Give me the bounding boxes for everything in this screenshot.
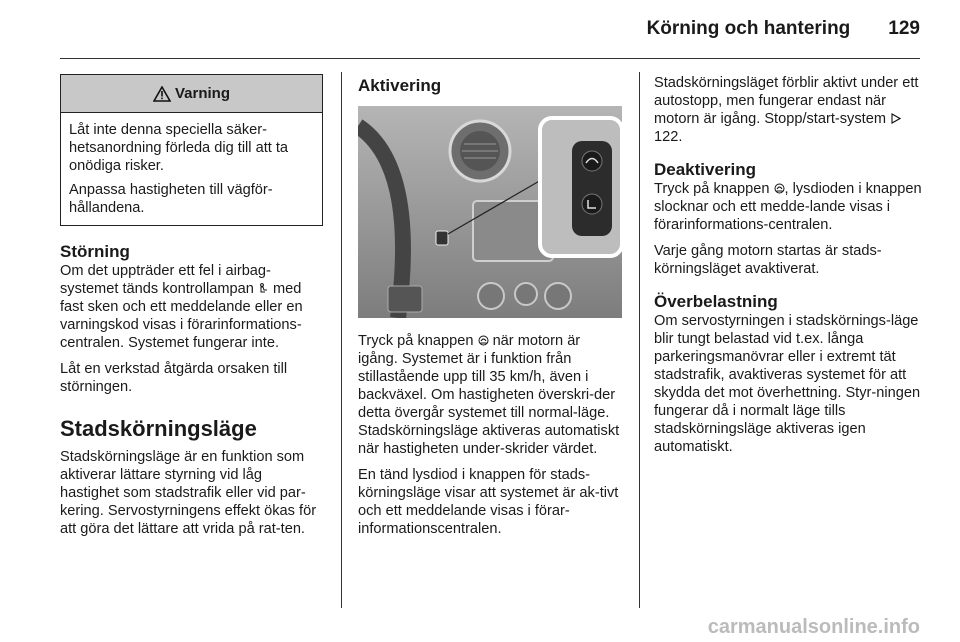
airbag-warning-icon [258,283,269,294]
aktivering-text-2: En tänd lysdiod i knappen för stads-körningsläge visar att systemet är ak-tivt och ett meddelande visas i förar-informationscentralen. [358,467,619,537]
warning-title: Varning [174,84,230,102]
col3-text-1b: 122. [654,129,683,145]
deakt-text-2: Varje gång motorn startas är stads-körningsläget avaktiverat. [654,243,882,277]
page-title: Körning och hantering [646,18,851,39]
aktivering-text-1a: Tryck på knappen [358,333,478,349]
page-reference-triangle-icon [890,113,901,124]
column-1 [60,74,325,546]
column-divider-1 [341,72,342,608]
column-3 [654,74,922,464]
dashboard-button-picture [358,106,622,318]
heading-stadskorningslage: Stadskörningsläge [60,416,257,441]
warning-header [61,75,322,113]
footer [0,612,960,642]
col3-text-1a: Stadskörningsläget förblir aktivt under ett autostopp, men fungerar endast när motorn är igång. Stopp/start-system [654,75,919,127]
deakt-text-1a: Tryck på knappen [654,181,774,197]
page-number: 129 [888,18,920,39]
deakt-text-1b: , lysdioden i knappen slocknar och ett medde-lande visas i förarinformations-centralen. [654,181,922,233]
warning-body [61,113,322,225]
heading-storning: Störning [60,242,130,261]
storning-text-1 [60,262,325,352]
storning-text-1a: Om det uppträder ett fel i airbag-systemet tänds kontrollampan [60,263,271,297]
storning-text-2: Låt en verkstad åtgärda orsaken till störningen. [60,361,288,395]
storning-text-1b: med fast sken och ett meddelande eller en varningskod visas i förarinformations-centralen. Systemet fungerar inte. [60,281,303,351]
page-header [647,18,920,40]
warning-box [60,74,323,226]
warning-triangle-icon [153,86,171,102]
deakt-text-1 [654,180,922,234]
watermark: carmanualsonline.info [707,616,920,638]
heading-overbelastning: Överbelastning [654,292,778,311]
warning-text-1: Låt inte denna speciella säker-hetsanordning förleda dig till att ta onödiga risker. [69,122,289,174]
heading-aktivering: Aktivering [358,76,442,95]
col3-text-1 [654,74,922,146]
over-text-1: Om servostyrningen i stadskörnings-läge blir tungt belastad vid t.ex. långa parkeringsmanövrar eller i extremt tät stadstrafik, avaktiveras systemet för att skydda det mot överhettning. Styr-ningen fungerar då i normalt läge tills stadskörningsläge aktiveras igen automatiskt. [654,313,921,455]
aktivering-text-1b: när motorn är igång. Systemet är i funktion från stillastående upp till 35 km/h, även i backväxel. Om hastigheten överskri-der detta övergår systemet till normal-läge. Stadskörningsläge aktiveras automatiskt när hastigheten under-skrider värdet. [358,333,620,457]
heading-deaktivering: Deaktivering [654,160,757,179]
column-2 [358,74,623,546]
header-rule [60,58,920,59]
column-divider-2 [639,72,640,608]
stads-text-1: Stadskörningsläge är en funktion som aktiverar lättare styrning vid låg hastighet som stadstrafik eller vid par-kering. Servostyrningens effekt ökas för att göra det lättare att vrida på rat-ten. [60,449,317,537]
dashboard-illustration [358,106,622,318]
city-mode-icon [774,183,785,194]
warning-text-2: Anpassa hastigheten till vägför-hållandena. [69,182,273,216]
city-mode-icon [478,335,489,346]
aktivering-text-1 [358,332,623,458]
